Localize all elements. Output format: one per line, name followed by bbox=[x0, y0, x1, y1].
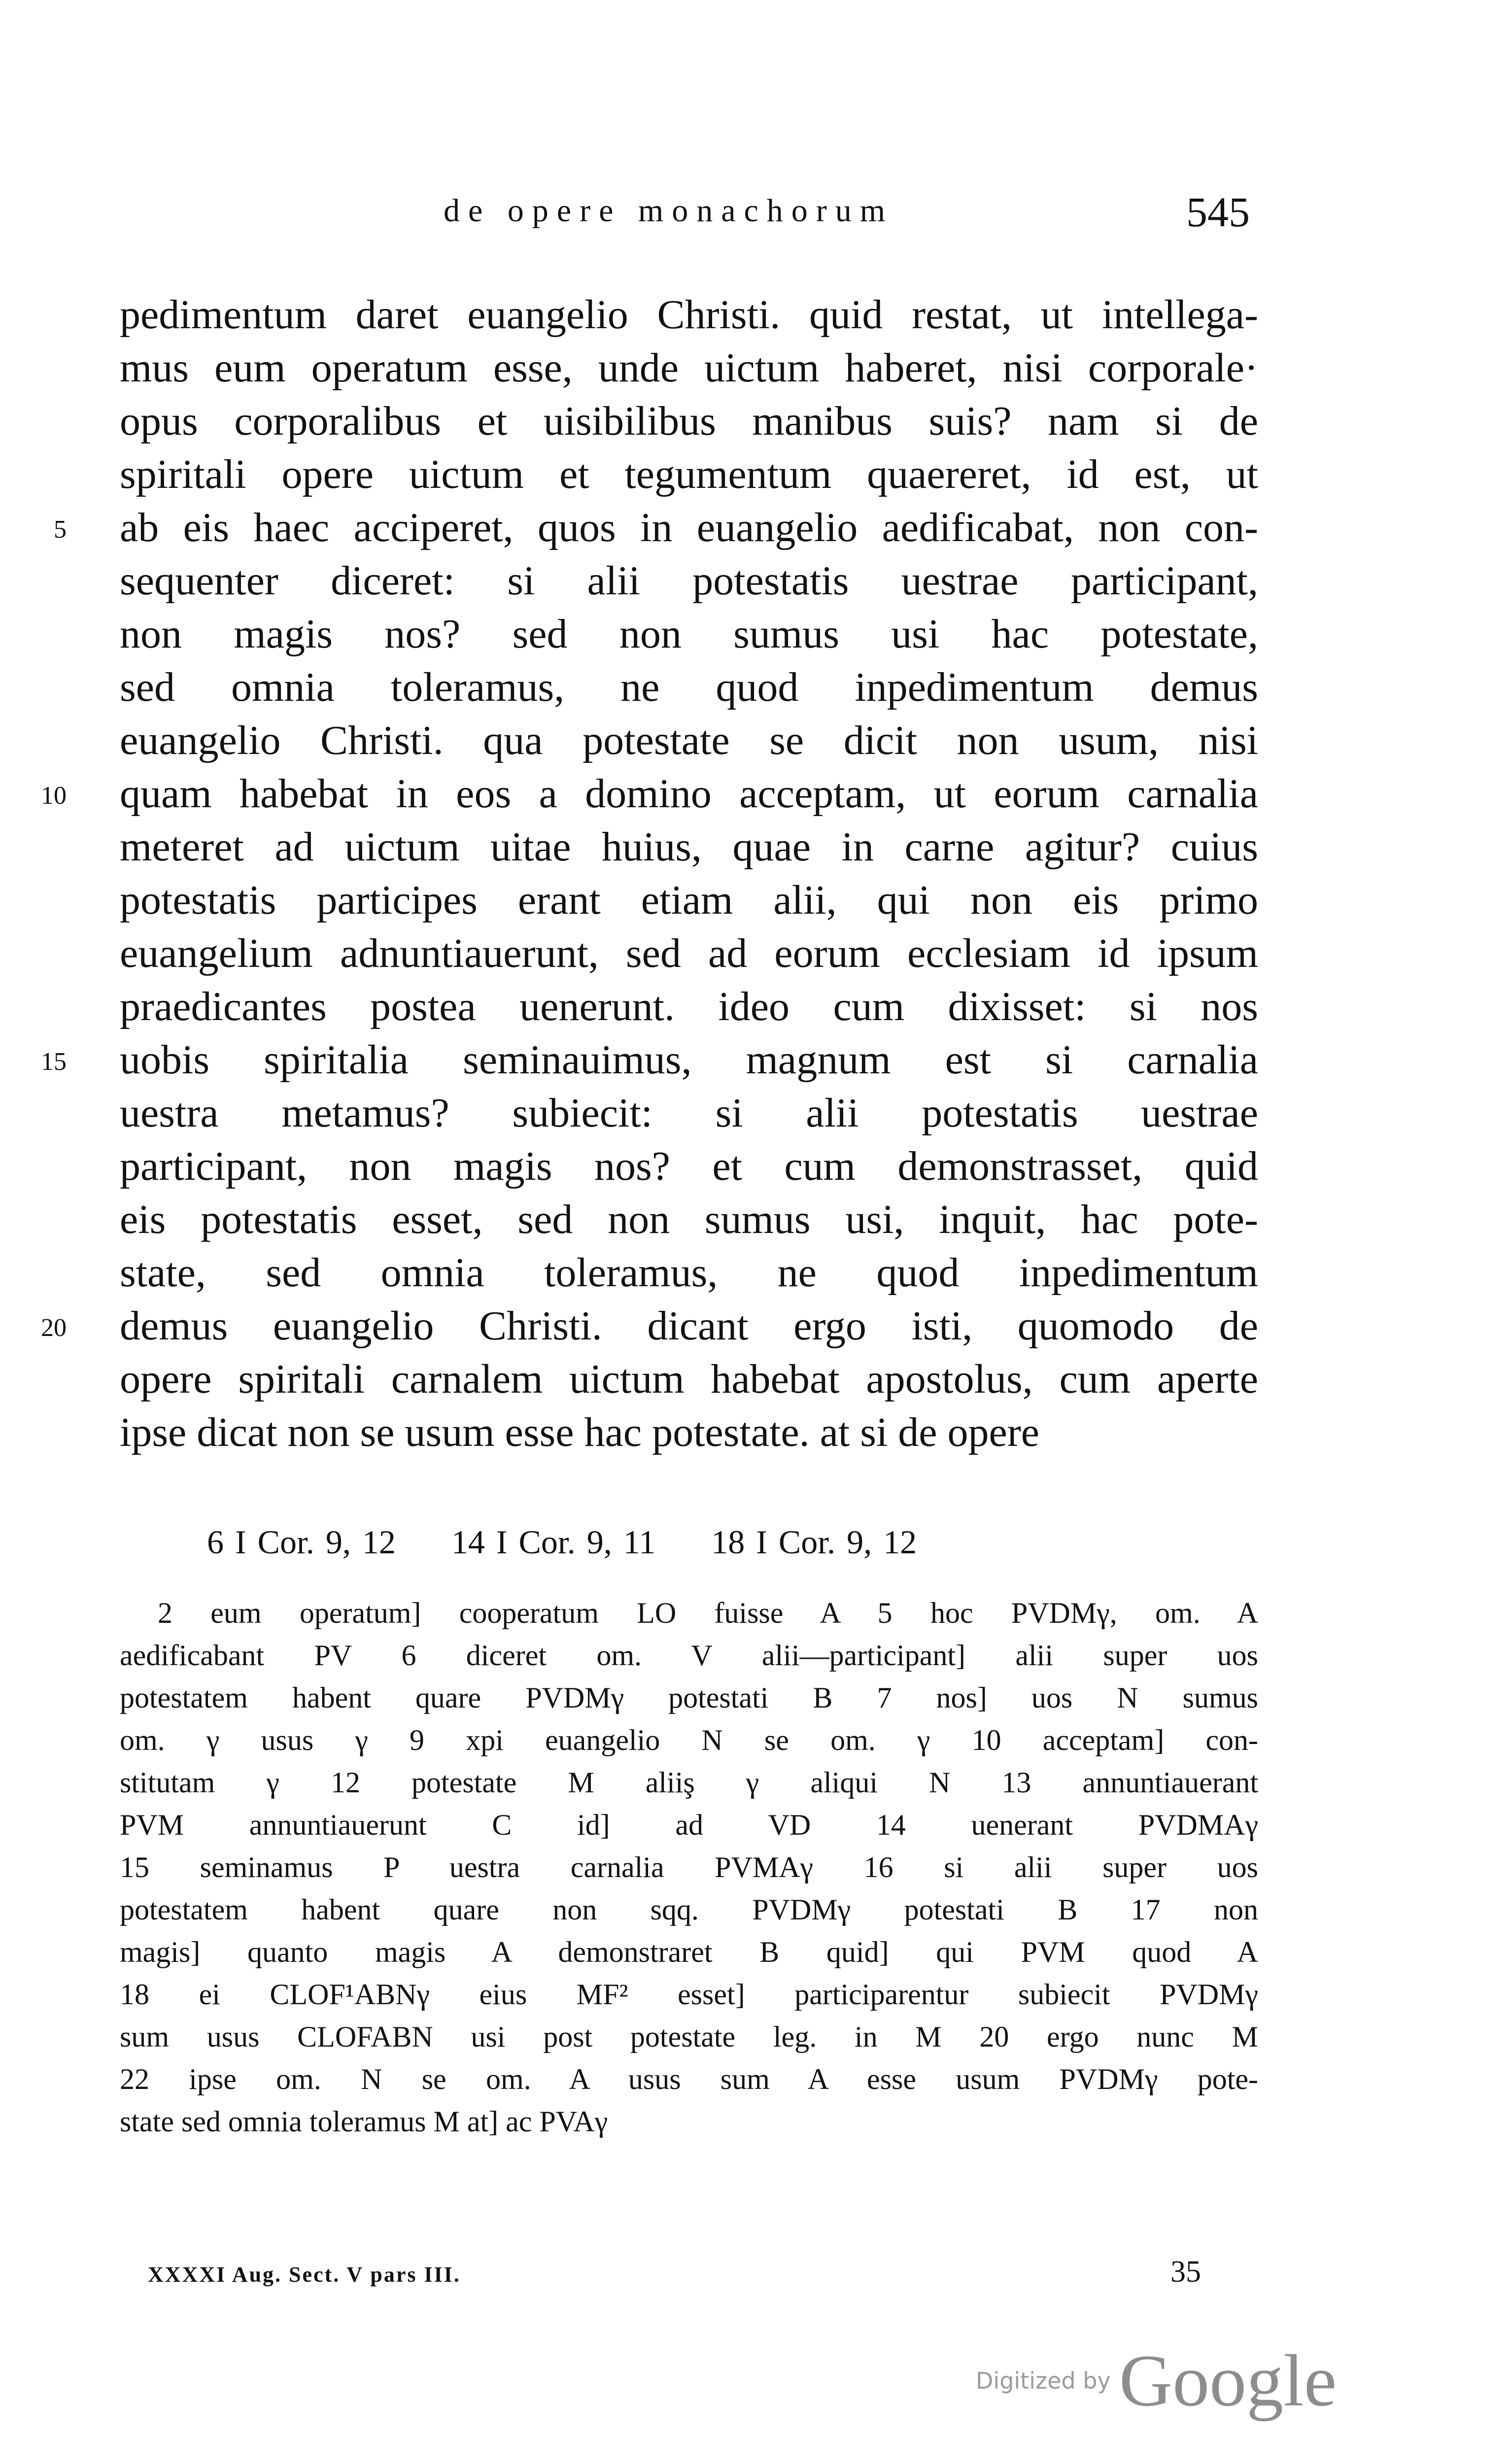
text-line: eis potestatis esset, sed non sumus usi, inquit, hac pote- bbox=[120, 1197, 1258, 1242]
scripture-references bbox=[207, 1523, 961, 1562]
apparatus-line: 15 seminamus P uestra carnalia PVMAγ 16 si alii super uos bbox=[120, 1851, 1258, 1883]
text-line: sequenter diceret: si alii potestatis uestrae participant, bbox=[120, 558, 1258, 604]
line-number: 5 bbox=[54, 515, 67, 544]
text-line: sed omnia toleramus, ne quod inpedimentum demus bbox=[120, 664, 1258, 710]
apparatus-line: potestatem habent quare PVDMγ potestati B 7 nos] uos N sumus bbox=[120, 1681, 1258, 1714]
apparatus-line: magis] quanto magis A demonstraret B quid] qui PVM quod A bbox=[120, 1936, 1258, 1968]
apparatus-line: 18 ei CLOF¹ABNγ eius MF² esset] participarentur subiecit PVDMγ bbox=[120, 1978, 1258, 2011]
running-title: de opere monachorum bbox=[444, 193, 894, 229]
text-line: pedimentum daret euangelio Christi. quid restat, ut intellega- bbox=[120, 292, 1258, 338]
text-line: ab eis haec acciperet, quos in euangelio aedificabat, non con- bbox=[120, 505, 1258, 550]
text-line: potestatis participes erant etiam alii, qui non eis primo bbox=[120, 877, 1258, 923]
apparatus-line: om. γ usus γ 9 xpi euangelio N se om. γ 10 acceptam] con- bbox=[120, 1724, 1258, 1756]
digitized-watermark bbox=[976, 2338, 1337, 2423]
apparatus-line: state sed omnia toleramus M at] ac PVAγ bbox=[120, 2105, 608, 2138]
text-line: uobis spiritalia seminauimus, magnum est si carnalia bbox=[120, 1037, 1258, 1083]
line-number: 10 bbox=[41, 782, 67, 810]
apparatus-line: aedificabant PV 6 diceret om. V alii—participant] alii super uos bbox=[120, 1639, 1258, 1672]
text-line: quam habebat in eos a domino acceptam, ut eorum carnalia bbox=[120, 771, 1258, 817]
apparatus-line: 22 ipse om. N se om. A usus sum A esse usum PVDMγ pote- bbox=[120, 2063, 1258, 2095]
reference: 6 I Cor. 9, 12 bbox=[207, 1523, 396, 1561]
line-number: 15 bbox=[41, 1048, 67, 1076]
reference: 18 I Cor. 9, 12 bbox=[711, 1523, 917, 1561]
text-line: euangelium adnuntiauerunt, sed ad eorum ecclesiam id ipsum bbox=[120, 930, 1258, 976]
text-line: uestra metamus? subiecit: si alii potestatis uestrae bbox=[120, 1090, 1258, 1136]
text-line: state, sed omnia toleramus, ne quod inpedimentum bbox=[120, 1250, 1258, 1296]
apparatus-line: stitutam γ 12 potestate M aliiş γ aliqui N 13 annuntiauerant bbox=[120, 1766, 1258, 1799]
reference: 14 I Cor. 9, 11 bbox=[451, 1523, 656, 1561]
sheet-number: 35 bbox=[1170, 2255, 1201, 2289]
text-line: opus corporalibus et uisibilibus manibus suis? nam si de bbox=[120, 398, 1258, 444]
apparatus-line: 2 eum operatum] cooperatum LO fuisse A 5 hoc PVDMγ, om. A bbox=[158, 1597, 1258, 1629]
text-line: praedicantes postea uenerunt. ideo cum dixisset: si nos bbox=[120, 984, 1258, 1029]
text-line: euangelio Christi. qua potestate se dicit non usum, nisi bbox=[120, 718, 1258, 763]
google-logo: Google bbox=[1119, 2340, 1337, 2422]
text-line: ipse dicat non se usum esse hac potestate. at si de opere bbox=[120, 1409, 1040, 1455]
page-number: 545 bbox=[1186, 188, 1250, 236]
text-line: meteret ad uictum uitae huius, quae in carne agitur? cuius bbox=[120, 824, 1258, 870]
text-line: spiritali opere uictum et tegumentum quaereret, id est, ut bbox=[120, 451, 1258, 497]
line-number: 20 bbox=[41, 1314, 67, 1342]
text-line: mus eum operatum esse, unde uictum haberet, nisi corporale· bbox=[120, 345, 1258, 391]
text-line: opere spiritali carnalem uictum habebat apostolus, cum aperte bbox=[120, 1356, 1258, 1402]
apparatus-line: PVM annuntiauerunt C id] ad VD 14 uenerant PVDMAγ bbox=[120, 1809, 1258, 1841]
apparatus-line: sum usus CLOFABN usi post potestate leg. in M 20 ergo nunc M bbox=[120, 2020, 1258, 2053]
text-line: non magis nos? sed non sumus usi hac potestate, bbox=[120, 611, 1258, 657]
watermark-prefix: Digitized by bbox=[976, 2367, 1111, 2394]
text-line: participant, non magis nos? et cum demonstrasset, quid bbox=[120, 1143, 1258, 1189]
text-line: demus euangelio Christi. dicant ergo isti, quomodo de bbox=[120, 1303, 1258, 1349]
apparatus-line: potestatem habent quare non sqq. PVDMγ potestati B 17 non bbox=[120, 1893, 1258, 1926]
printer-signature: XXXXI Aug. Sect. V pars III. bbox=[148, 2262, 461, 2287]
